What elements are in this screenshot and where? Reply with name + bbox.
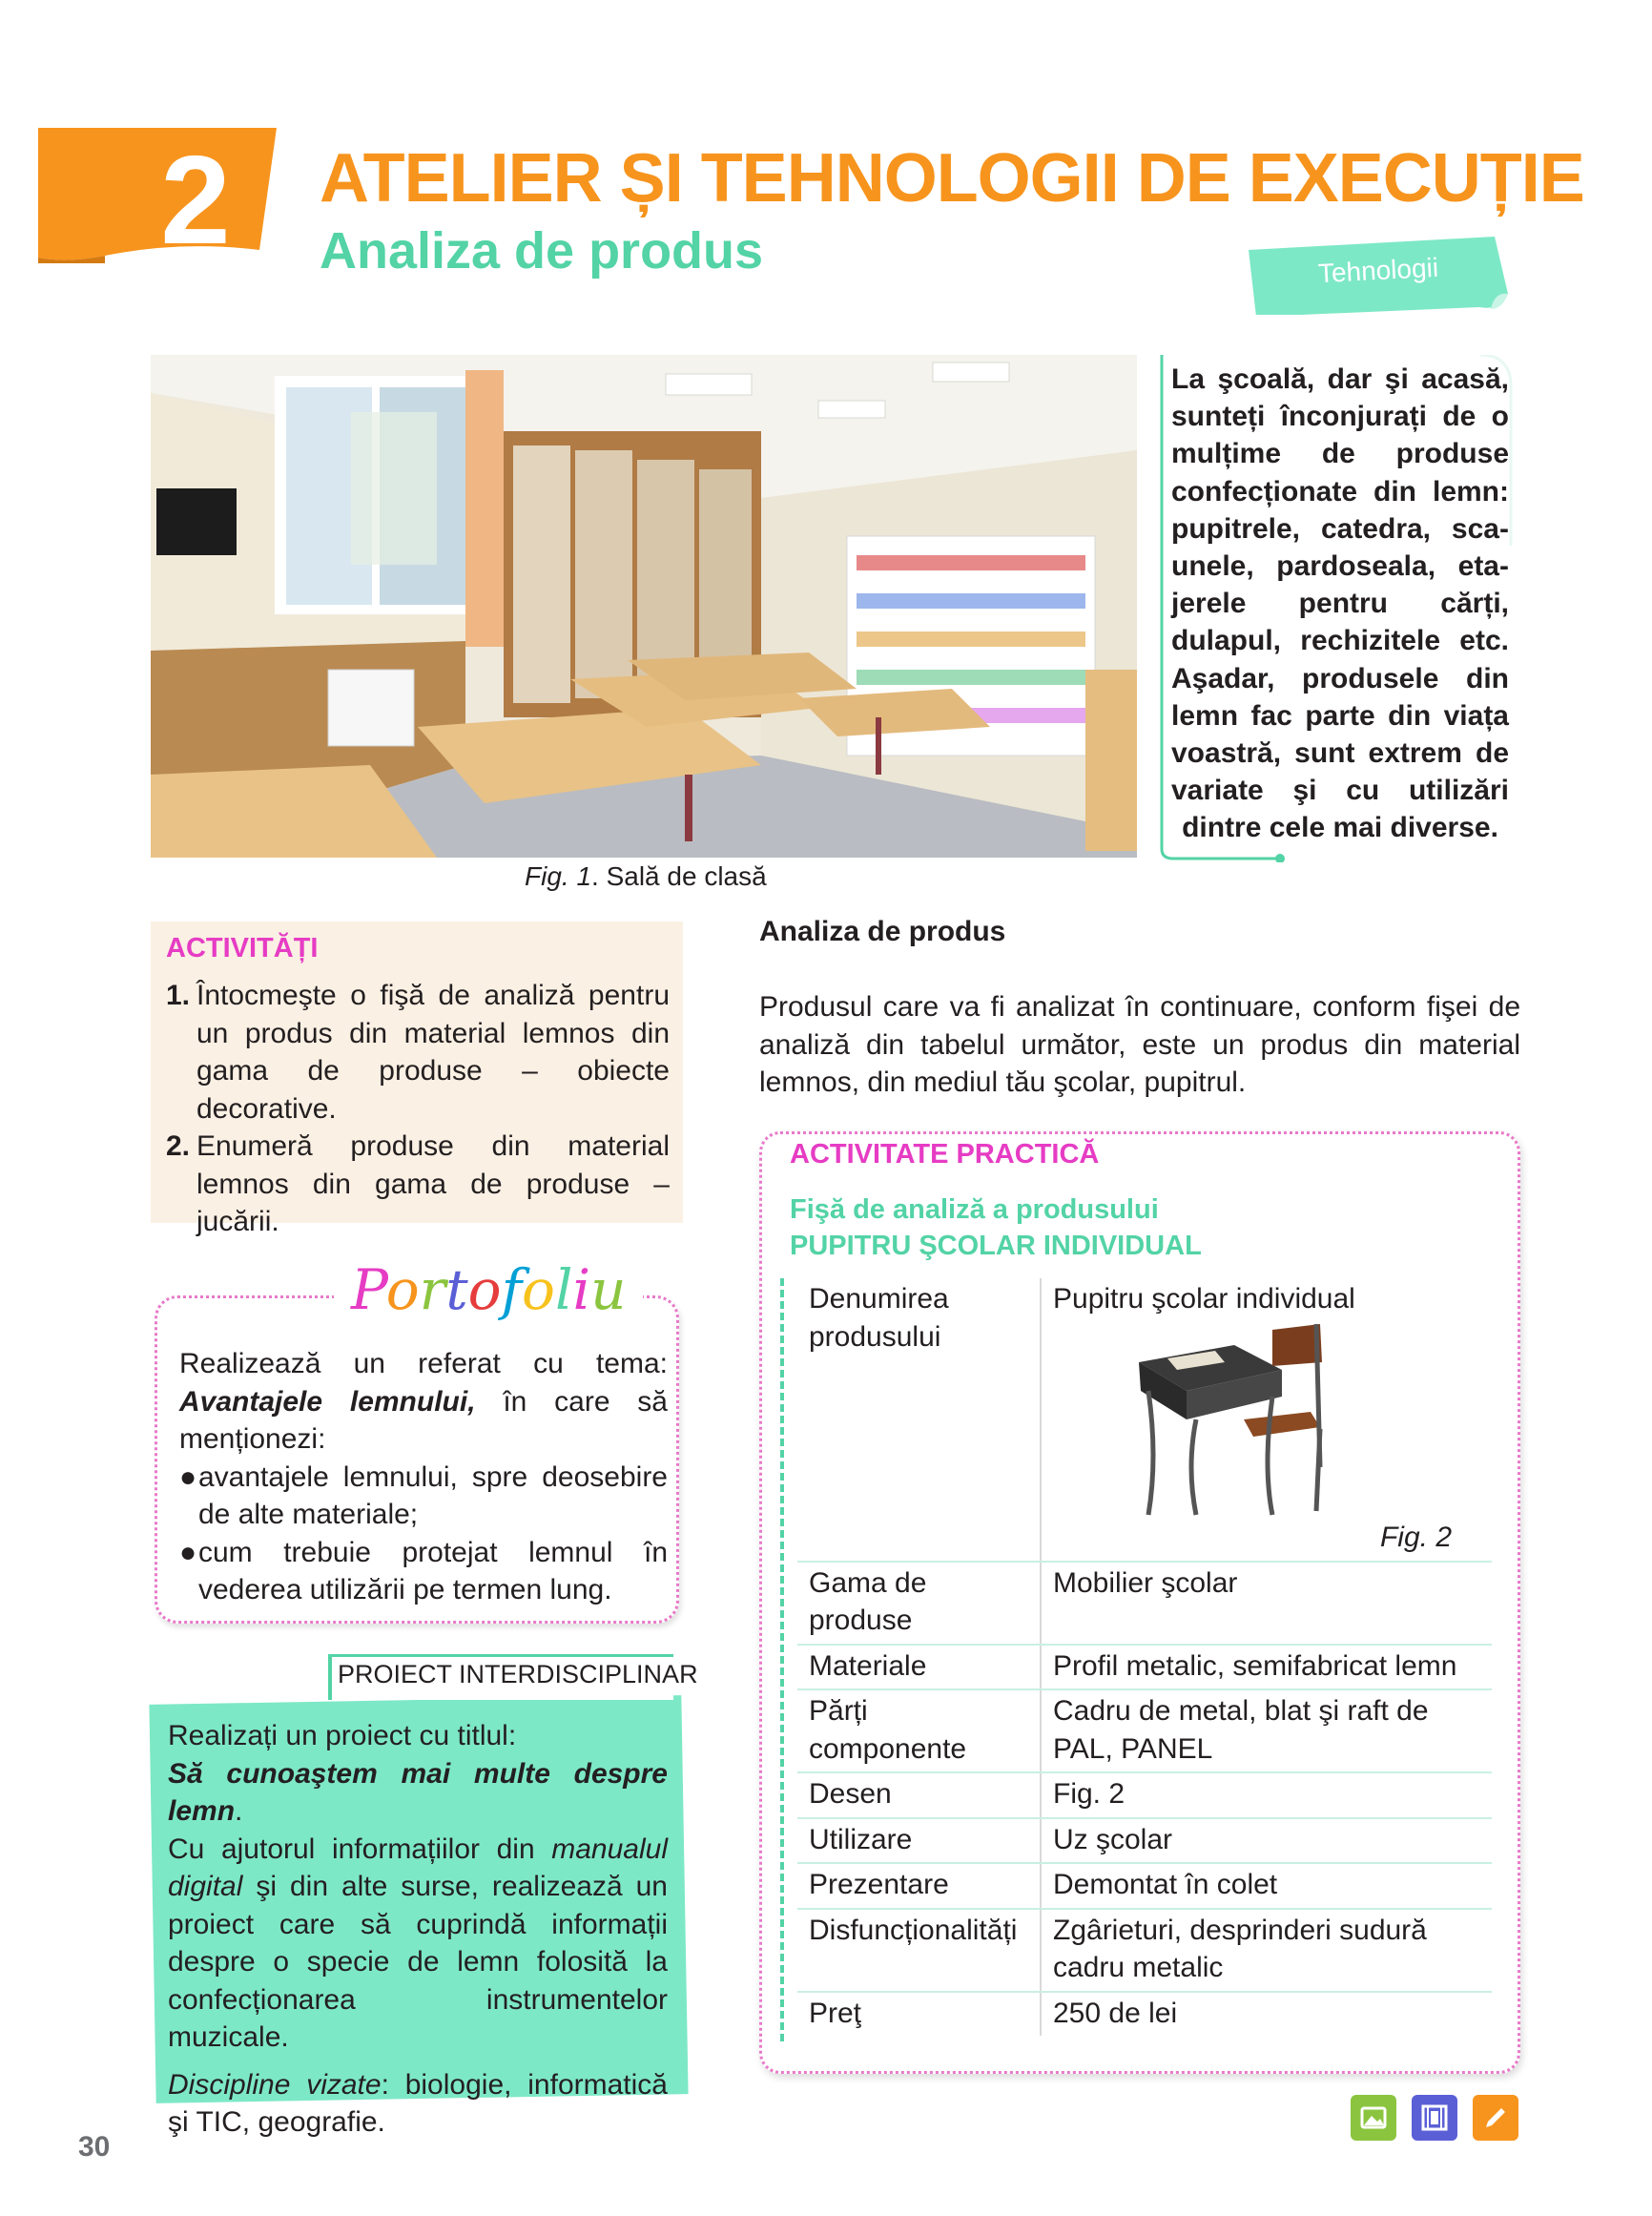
bullet-text: cum trebuie protejat lemnul în vederea utilizării pe termen lung. xyxy=(198,1536,668,1605)
pencil-icon[interactable] xyxy=(1473,2095,1518,2141)
project-body xyxy=(168,1717,668,2142)
bullet-icon: ● xyxy=(179,1460,197,1493)
table-row xyxy=(797,1689,1492,1772)
page-number: 30 xyxy=(78,2131,111,2163)
page-subtitle: Analiza de produs xyxy=(320,222,764,280)
portfolio-title-letter: P xyxy=(351,1257,386,1322)
page-title: ATELIER ȘI TEHNOLOGII DE EXECUȚIE xyxy=(320,140,1584,217)
portfolio-title xyxy=(334,1257,643,1322)
project-title xyxy=(168,1755,668,1831)
image-icon[interactable] xyxy=(1351,2095,1396,2141)
row-value-cell xyxy=(1041,1278,1492,1562)
disciplines-text: : biologie, informatică şi TIC, geografie. xyxy=(168,2068,668,2138)
classroom-photo xyxy=(151,355,1137,858)
project-tag: PROIECT INTERDISCIPLINAR xyxy=(338,1660,698,1688)
disciplines-label: Discipline vizate xyxy=(168,2068,382,2101)
row-value: Demontat în colet xyxy=(1041,1863,1492,1909)
analysis-table xyxy=(797,1278,1492,2036)
film-icon[interactable] xyxy=(1412,2095,1457,2141)
portfolio-title-letter: t xyxy=(445,1257,468,1322)
portfolio-title-letter: f xyxy=(501,1257,523,1322)
chapter-number: 2 xyxy=(160,130,231,270)
table-row xyxy=(797,1992,1492,2037)
school-desk-image xyxy=(1129,1324,1339,1524)
row-key: Preţ xyxy=(797,1992,1041,2037)
project-desc-b: şi din alte surse, realizează un proiect care să cuprindă informații despre o specie de lemn folosită la confecționarea instrumentelor muzicale. xyxy=(168,1871,668,2053)
table-row xyxy=(797,1562,1492,1645)
activities-title: ACTIVITĂȚI xyxy=(166,933,319,963)
project-desc-a: Cu ajutorul informațiilor din xyxy=(168,1833,552,1865)
project-title-end: . xyxy=(235,1795,243,1827)
project-line: Realizați un proiect cu titlul: xyxy=(168,1720,517,1751)
row-value: Cadru de metal, blat şi raft de PAL, PANEL xyxy=(1041,1689,1492,1772)
practice-title: ACTIVITATE PRACTICĂ xyxy=(790,1139,1100,1170)
portfolio-intro-text: Realizează un referat cu tema: xyxy=(179,1348,668,1379)
practice-subtitle: Fişă de analiză a produsului xyxy=(790,1194,1159,1225)
desk-figure xyxy=(1053,1318,1480,1557)
table-row xyxy=(797,1909,1492,1992)
row-key: Părți componente xyxy=(797,1689,1041,1772)
row-value: Profil metalic, semifabricat lemn xyxy=(1041,1645,1492,1690)
portfolio-body xyxy=(179,1345,668,1609)
bullet-icon: ● xyxy=(179,1536,197,1568)
caption-fig: Fig. 1 xyxy=(525,861,592,891)
subject-label: Tehnologii xyxy=(1317,252,1439,289)
row-value: Pupitru şcolar individual xyxy=(1053,1283,1355,1315)
figure-label: Fig. 2 xyxy=(1379,1522,1452,1553)
activity-text: Întocmeşte o fişă de analiză pentru un produs din material lemnos din gama de produse – obiecte decorative. xyxy=(196,980,670,1125)
analysis-heading: Analiza de produs xyxy=(759,916,1006,947)
dashed-margin xyxy=(780,1278,784,2041)
activity-item xyxy=(166,1128,670,1241)
activity-number: 2. xyxy=(166,1130,191,1162)
row-key: Disfuncționalități xyxy=(797,1909,1041,1992)
portfolio-intro-end: în care să menționezi: xyxy=(179,1385,668,1455)
project-disciplines xyxy=(168,2066,668,2142)
intro-text: La şcoală, dar şi acasă, sunteți înconjurați de o mulțime de produse confecționate din lemn: pupitrele, catedra, scaunele, pardoseala, etajerele pentru cărți, dulapul, rechizitele etc. Aşadar, produsele din lemn fac parte din viața voastră, sunt extrem de variate şi cu utilizări dintre cele mai diverse. xyxy=(1171,363,1509,844)
portfolio-intro xyxy=(179,1345,668,1459)
portfolio-theme: Avantajele lemnului, xyxy=(179,1385,476,1418)
row-value: Mobilier şcolar xyxy=(1041,1562,1492,1645)
analysis-intro: Produsul care va fi analizat în continuare, conform fişei de analiză din tabelul următor, este un produs din material lemnos, din mediul tău şcolar, pupitrul. xyxy=(759,991,1520,1098)
project-description xyxy=(168,1831,668,2057)
table-row xyxy=(797,1863,1492,1909)
portfolio-title-letter: o xyxy=(522,1257,555,1322)
portfolio-title-letter: u xyxy=(590,1257,627,1322)
portfolio-title-letter: i xyxy=(572,1257,591,1322)
table-row xyxy=(797,1772,1492,1818)
portfolio-title-letter: l xyxy=(554,1257,573,1322)
row-key: Desen xyxy=(797,1772,1041,1818)
row-value: 250 de lei xyxy=(1053,1997,1178,2029)
row-value: Zgârieturi, desprinderi sudură cadru metalic xyxy=(1041,1909,1492,1992)
photo-caption xyxy=(525,861,767,892)
portfolio-bullet xyxy=(179,1534,668,1609)
activities-list xyxy=(166,977,670,1241)
row-value: Fig. 2 xyxy=(1041,1772,1492,1818)
portfolio-title-letter: o xyxy=(385,1257,420,1322)
bullet-text: avantajele lemnului, spre deosebire de alte materiale; xyxy=(198,1460,668,1530)
portfolio-title-letter: r xyxy=(419,1257,446,1322)
table-row xyxy=(797,1818,1492,1864)
practice-product: PUPITRU ŞCOLAR INDIVIDUAL xyxy=(790,1231,1202,1261)
portfolio-title-letter: o xyxy=(467,1257,502,1322)
caption-text: . Sală de clasă xyxy=(591,861,767,891)
row-key: Utilizare xyxy=(797,1818,1041,1864)
activity-number: 1. xyxy=(166,980,191,1011)
project-title-text: Să cunoaştem mai multe despre lemn xyxy=(168,1757,668,1827)
activity-item xyxy=(166,977,670,1128)
row-value: Uz şcolar xyxy=(1041,1818,1492,1864)
activity-text: Enumeră produse din material lemnos din gama de produse – jucării. xyxy=(196,1130,670,1237)
table-row xyxy=(797,1278,1492,1562)
row-key: Denumirea produsului xyxy=(797,1278,1041,1562)
row-key: Prezentare xyxy=(797,1863,1041,1909)
row-key: Materiale xyxy=(797,1645,1041,1690)
project-desc-em: manualul digital xyxy=(168,1833,668,1902)
row-key: Gama de produse xyxy=(797,1562,1041,1645)
portfolio-bullet xyxy=(179,1459,668,1534)
table-row xyxy=(797,1645,1492,1690)
